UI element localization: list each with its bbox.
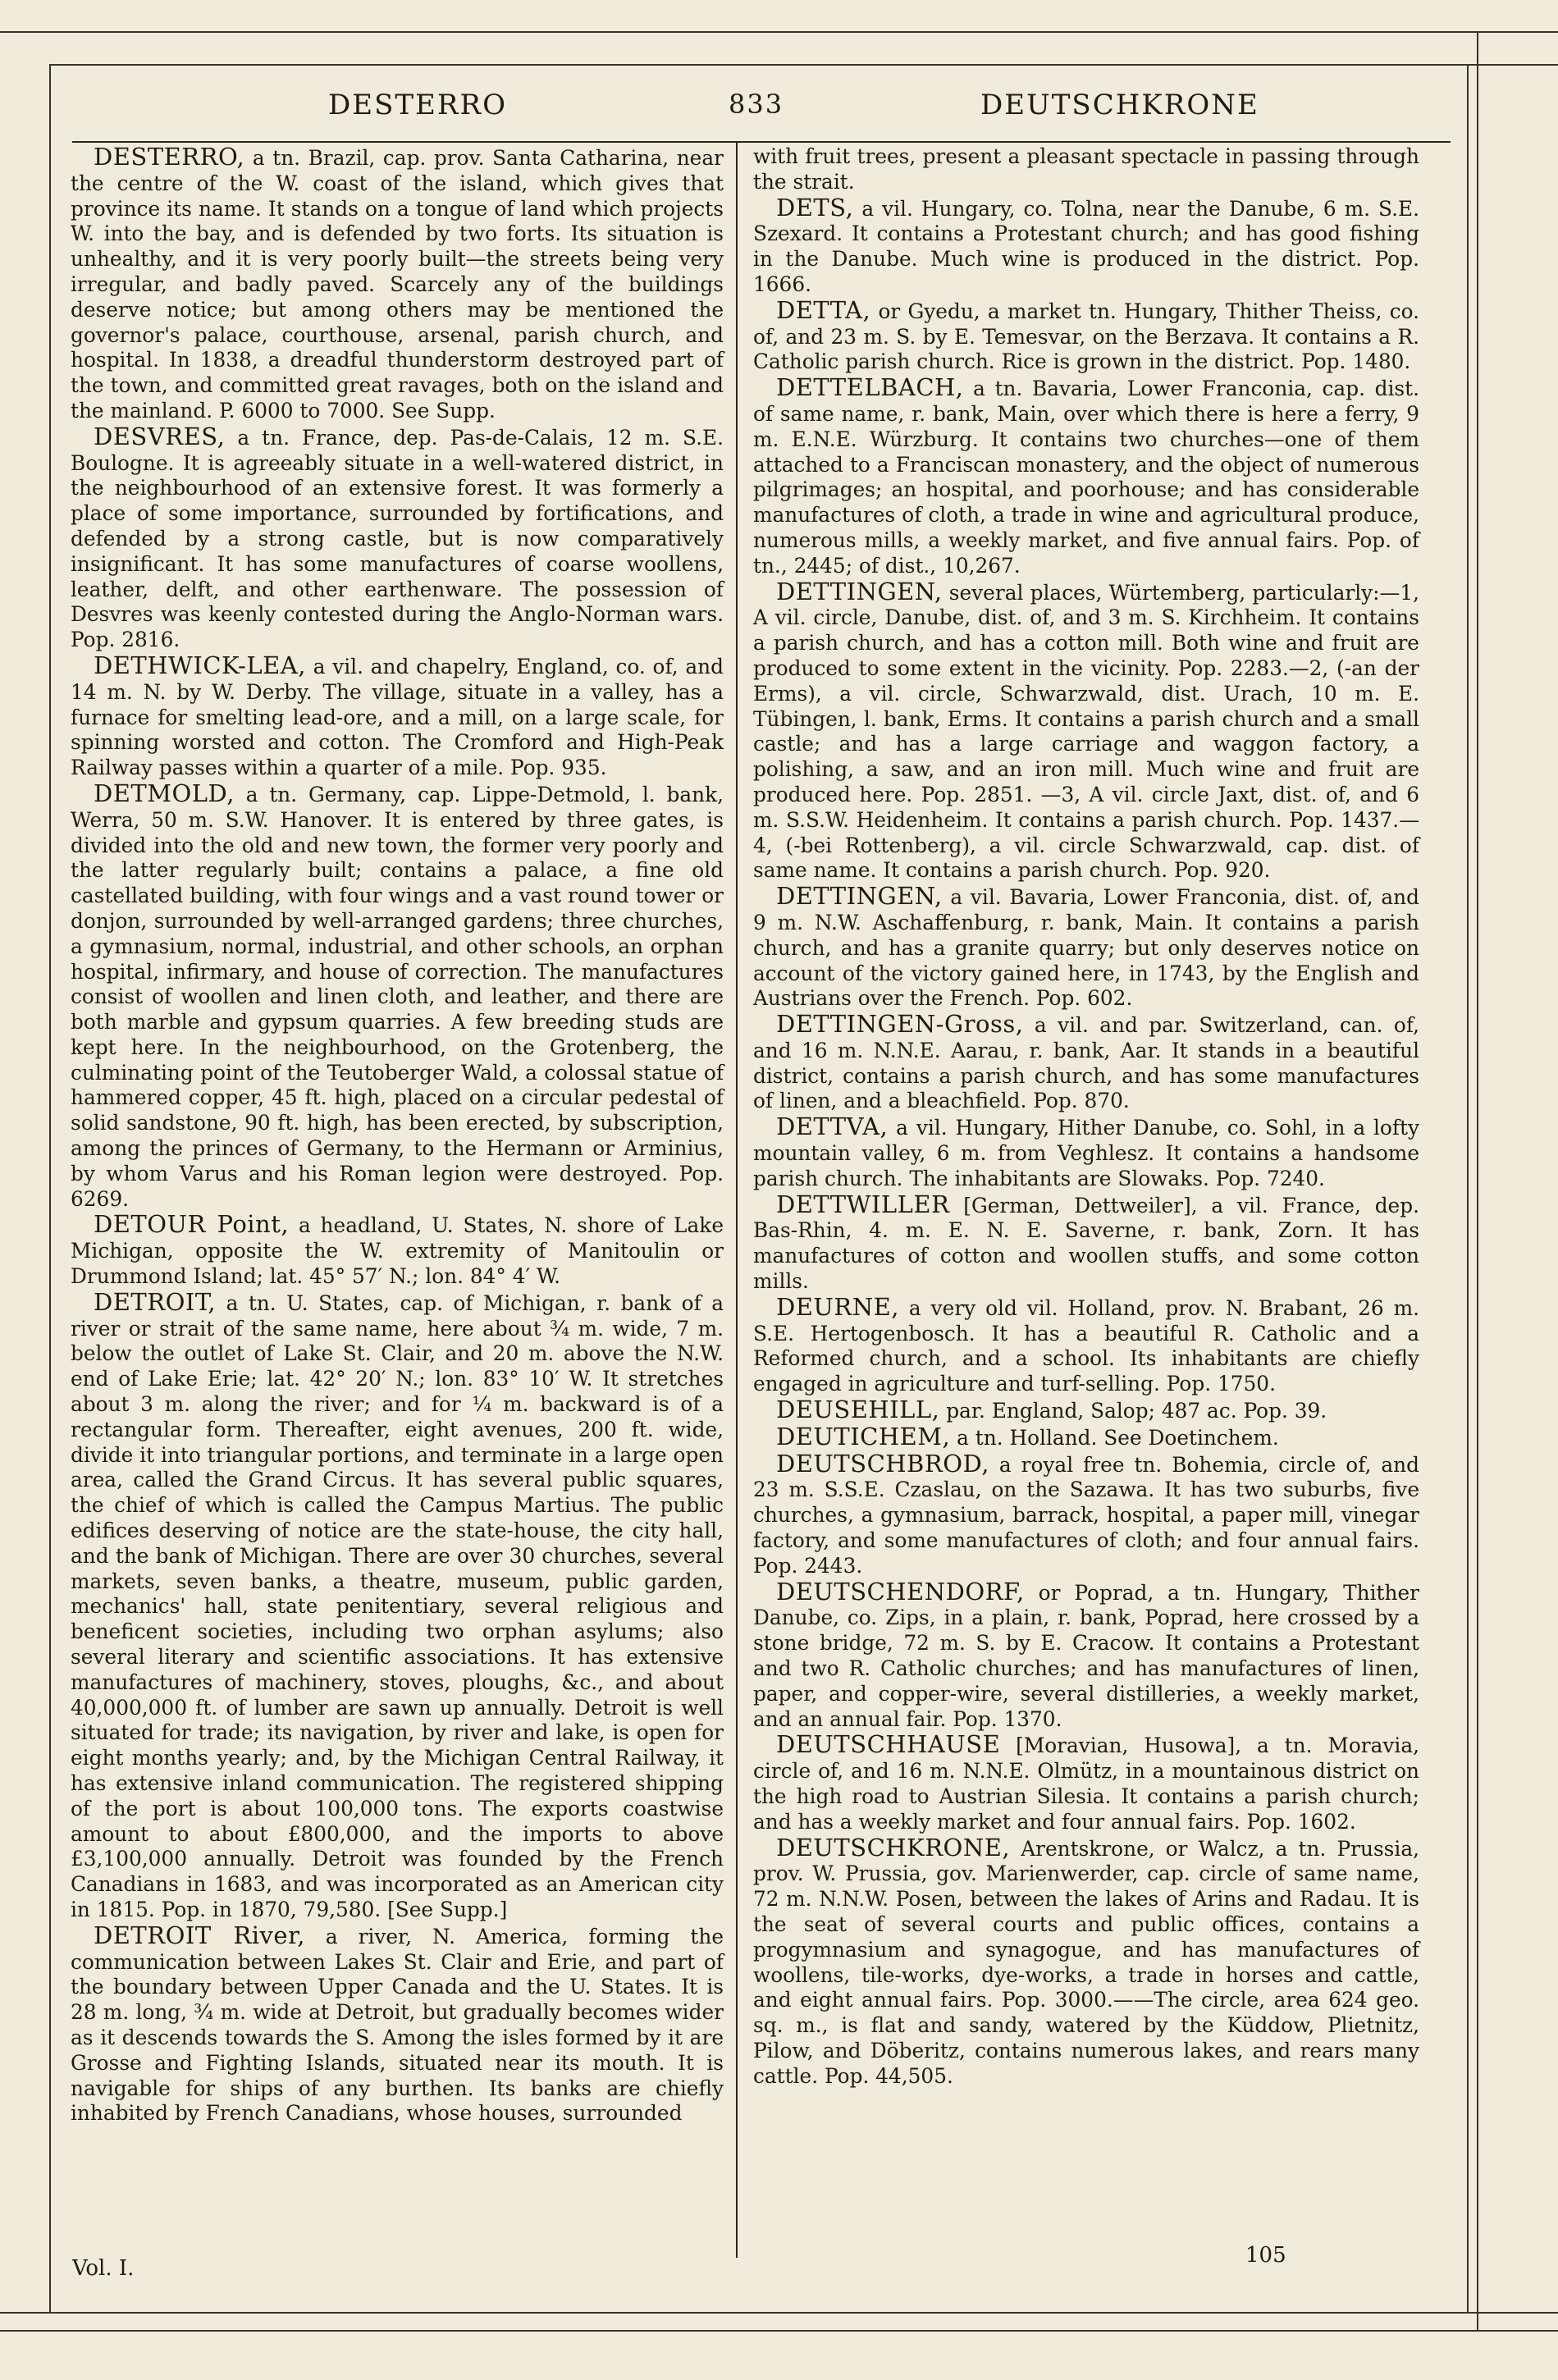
gazetteer-entry [753, 1835, 1419, 2090]
gazetteer-entry [753, 144, 1419, 195]
running-head-right: DEUTSCHKRONE [980, 89, 1259, 121]
entry-text: [Moravian, Husowa], a tn. Moravia, circle of, and 16 m. N.N.E. Olmütz, in a mountainous district on the high road to Austrian Silesia. It contains a parish church; and has a weekly market and four annual fairs. Pop. 1602. [753, 1734, 1419, 1834]
entry-headword: DEUTSCHENDORF, [776, 1577, 1025, 1606]
entry-headword: DEURNE, [776, 1292, 899, 1321]
header-rule [72, 141, 1451, 143]
entry-text: a vil. Hungary, co. Tolna, near the Danube, 6 m. S.E. Szexard. It contains a Protestant church; and has good fishing in the Danube. Much wine is produced in the district. Pop. 1666. [753, 196, 1419, 296]
sheet-signature: 105 [1245, 2243, 1286, 2268]
entry-headword: DETTVA, [776, 1112, 889, 1141]
entry-text: a vil. and chapelry, England, co. of, and 14 m. N. by W. Derby. The village, situate in a valley, has a furnace for smelting lead-ore, and a mill, on a large scale, for spinning worsted and cotton. The Cromford and High-Peak Railway passes within a quarter of a mile. Pop. 935. [71, 654, 724, 780]
entry-headword: DESVRES, [94, 422, 226, 450]
entry-headword: DETTELBACH, [776, 373, 964, 402]
page-number: 833 [729, 89, 784, 120]
entry-text: or Gyedu, a market tn. Hungary, Thither Theiss, co. of, and 23 m. S. by E. Temesvar, on the Berzava. It contains a R. Catholic parish church. Rice is grown in the district. Pop. 1480. [753, 299, 1419, 374]
gazetteer-entry [71, 653, 724, 781]
gazetteer-entry [753, 1732, 1419, 1834]
gazetteer-entry [753, 1292, 1419, 1397]
gazetteer-entry [753, 1424, 1419, 1451]
entry-text: a royal free tn. Bohemia, circle of, and 23 m. S.S.E. Czaslau, on the Sazawa. It has two suburbs, five churches, a gymnasium, barrack, hospital, a paper mill, vinegar factory, and some manufactures of cloth; and four annual fairs. Pop. 2443. [753, 1452, 1419, 1578]
gazetteer-entry [753, 1192, 1419, 1295]
entry-headword: DETTINGEN-Gross, [776, 1010, 1024, 1039]
gazetteer-entry [71, 424, 724, 653]
entry-headword: DETTINGEN, [776, 882, 943, 911]
entry-headword: DEUSEHILL, [776, 1396, 940, 1424]
entry-text: a river, N. America, forming the communication between Lakes St. Clair and Erie, and part of the boundary between Upper Canada and the U. States. It is 28 m. long, ¾ m. wide at Detroit, but gradually becomes wider as it descends towards the S. Among the isles formed by it are Grosse and Fighting Islands, situated near its mouth. It is navigable for ships of any burthen. Its banks are chiefly inhabited by French Canadians, whose houses, surrounded [71, 1924, 724, 2126]
entry-text: a tn. Holland. See Doetinchem. [950, 1425, 1279, 1450]
gazetteer-entry [71, 1212, 724, 1289]
gazetteer-entry [71, 781, 724, 1213]
entry-headword: DEUTSCHBROD, [776, 1449, 989, 1478]
left-column [71, 144, 724, 2126]
column-divider [736, 141, 738, 2258]
page-border-outer-bottom [0, 2330, 1558, 2332]
entry-text: a tn. Germany, cap. Lippe-Detmold, l. bank, Werra, 50 m. S.W. Hanover. It is entered by three gates, is divided into the old and new town, the former very poorly and the latter regularly built; contains a palace, a fine old castellated building, with four wings and a vast round tower or donjon, surrounded by well-arranged gardens; three churches, a gymnasium, normal, industrial, and other schools, an orphan hospital, infirmary, and house of correction. The manufactures consist of woollen and linen cloth, and leather, and there are both marble and gypsum quarries. A few breeding studs are kept here. In the neighbourhood, on the Grotenberg, the culminating point of the Teutoberger Wald, a colossal statue of hammered copper, 45 ft. high, placed on a circular pedestal of solid sandstone, 90 ft. high, has been erected, by subscription, among the princes of Germany, to the Hermann or Arminius, by whom Varus and his Roman legion were destroyed. Pop. 6269. [71, 782, 724, 1211]
gazetteer-entry [71, 1923, 724, 2126]
entry-headword: DETOUR Point, [94, 1210, 290, 1239]
page-border-bottom [0, 2312, 1558, 2314]
entry-text: a vil. Bavaria, Lower Franconia, dist. of, and 9 m. N.W. Aschaffenburg, r. bank, Main. It contains a parish church, and has a granite quarry; but only deserves notice on account of the victory gained here, in 1743, by the English and Austrians over the French. Pop. 602. [753, 885, 1419, 1011]
entry-text: par. England, Salop; 487 ac. Pop. 39. [939, 1399, 1327, 1423]
entry-headword: DETTA, [776, 295, 871, 324]
entry-text: with fruit trees, present a pleasant spectacle in passing through the strait. [753, 144, 1419, 194]
gazetteer-entry [753, 195, 1419, 298]
entry-headword: DETHWICK-LEA, [94, 651, 306, 679]
entry-headword: DETMOLD, [94, 779, 235, 807]
gazetteer-entry [753, 1012, 1419, 1114]
entry-text: several places, Würtemberg, particularly:—1, A vil. circle, Danube, dist. of, and 3 m. S. Kirchheim. It contains a parish church, and has a cotton mill. Both wine and fruit are produced to some extent in the vicinity. Pop. 2283.—2, (-an der Erms), a vil. circle, Schwarzwald, dist. Urach, 10 m. E. Tübingen, l. bank, Erms. It contains a parish church and a small castle; and has a large carriage and waggon factory, a polishing, a saw, and an iron mill. Much wine and fruit are produced here. Pop. 2851. —3, A vil. circle Jaxt, dist. of, and 6 m. S.S.W. Heidenheim. It contains a parish church. Pop. 1437.—4, (-bei Rottenberg), a vil. circle Schwarzwald, cap. dist. of same name. It contains a parish church. Pop. 920. [753, 580, 1419, 883]
entry-text: a vil. and par. Switzerland, can. of, and 16 m. N.N.E. Aarau, r. bank, Aar. It stands in a beautiful district, contains a parish church, and has some manufactures of linen, and a bleachfield. Pop. 870. [753, 1013, 1419, 1113]
gazetteer-entry [71, 1287, 724, 1923]
entry-text: a tn. Bavaria, Lower Franconia, cap. dist. of same name, r. bank, Main, over which there is here a ferry, 9 m. E.N.E. Würzburg. It contains two churches—one of them attached to a Franciscan monastery, and the object of numerous pilgrimages; an hospital, and poorhouse; and has considerable manufactures of cloth, a trade in wine and agricultural produce, numerous mills, a weekly market, and five annual fairs. Pop. of tn., 2445; of dist., 10,267. [753, 377, 1419, 578]
running-head-left: DESTERRO [328, 89, 507, 121]
gazetteer-entry [753, 295, 1419, 375]
gazetteer-entry [753, 884, 1419, 1012]
entry-text: [German, Dettweiler], a vil. France, dep. Bas-Rhin, 4. m. E. N. E. Saverne, r. bank, Zorn. It has manufactures of cotton and woollen stuffs, and some cotton mills. [753, 1193, 1419, 1294]
entry-headword: DEUTSCHKRONE, [776, 1833, 1011, 1862]
entry-headword: DEUTSCHHAUSE [776, 1730, 1001, 1759]
entry-headword: DETTWILLER [776, 1190, 950, 1218]
entry-text: or Poprad, a tn. Hungary, Thither Danube, co. Zips, in a plain, r. bank, Poprad, here crossed by a stone bridge, 72 m. S. by E. Cracow. It contains a Protestant and two R. Catholic churches; and has manufactures of linen, paper, and copper-wire, several distilleries, a weekly market, and an annual fair. Pop. 1370. [753, 1580, 1419, 1731]
gazetteer-entry [753, 375, 1419, 578]
gazetteer-entry [753, 1579, 1419, 1733]
gazetteer-entry [71, 144, 724, 424]
right-column [753, 144, 1419, 2090]
gazetteer-entry [753, 1451, 1419, 1579]
entry-text: a tn. Brazil, cap. prov. Santa Catharina, near the centre of the W. coast of the island, which gives that province its name. It stands on a tongue of land which projects W. into the bay, and is defended by two forts. Its situation is unhealthy, and it is very poorly built—the streets being very irregular, and badly paved. Scarcely any of the buildings deserve notice; but among others may be mentioned the governor's palace, courthouse, arsenal, parish church, and hospital. In 1838, a dreadful thunderstorm destroyed part of the town, and committed great ravages, both on the island and the mainland. P. 6000 to 7000. See Supp. [71, 146, 724, 423]
gazetteer-entry [753, 1114, 1419, 1191]
page-border-inner-top [49, 64, 1558, 66]
page-border-right [1467, 64, 1469, 2312]
gazetteer-entry [753, 1397, 1419, 1424]
entry-text: a vil. Hungary, Hither Danube, co. Sohl, in a lofty mountain valley, 6 m. from Veghlesz. It contains a handsome parish church. The inhabitants are Slowaks. Pop. 7240. [753, 1116, 1419, 1190]
entry-text: a very old vil. Holland, prov. N. Brabant, 26 m. S.E. Hertogenbosch. It has a beautiful R. Catholic and a Reformed church, and a school. Its inhabitants are chiefly engaged in agriculture and turf-selling. Pop. 1750. [753, 1295, 1419, 1396]
entry-headword: DETROIT, [94, 1287, 217, 1316]
page-border-top [0, 31, 1558, 33]
entry-headword: DETROIT River, [94, 1921, 305, 1949]
entry-text: a tn. France, dep. Pas-de-Calais, 12 m. S.E. Boulogne. It is agreeably situate in a well-watered district, in the neighbourhood of an extensive forest. It was formerly a place of some importance, surrounded by fortifications, and defended by a strong castle, but is now comparatively insignificant. It has some manufactures of coarse woollens, leather, delft, and other earthenware. The possession of Desvres was keenly contested during the Anglo-Norman wars. Pop. 2816. [71, 425, 724, 652]
entry-headword: DEUTICHEM, [776, 1422, 951, 1450]
gazetteer-entry [753, 579, 1419, 884]
entry-text: Arentskrone, or Walcz, a tn. Prussia, prov. W. Prussia, gov. Marienwerder, cap. circle of same name, 72 m. N.N.W. Posen, between the lakes of Arins and Radau. It is the seat of several courts and public offices, contains a progymnasium and synagogue, and has manufactures of woollens, tile-works, dye-works, a trade in horses and cattle, and eight annual fairs. Pop. 3000.——The circle, area 624 geo. sq. m., is flat and sandy, watered by the Küddow, Plietnitz, Pilow, and Döberitz, contains numerous lakes, and rears many cattle. Pop. 44,505. [753, 1836, 1419, 2088]
entry-headword: DETTINGEN, [776, 577, 943, 605]
page-border-left [49, 64, 51, 2312]
volume-signature: Vol. I. [72, 2256, 135, 2281]
entry-headword: DETS, [776, 193, 854, 222]
entry-text: a tn. U. States, cap. of Michigan, r. bank of a river or strait of the same name, here about ¾ m. wide, 7 m. below the outlet of Lake St. Clair, and 20 m. above the N.W. end of Lake Erie; lat. 42° 20′ N.; lon. 83° 10′ W. It stretches about 3 m. along the river; and for ¼ m. backward is of a rectangular form. Thereafter, eight avenues, 200 ft. wide, divide it into triangular portions, and terminate in a large open area, called the Grand Circus. It has several public squares, the chief of which is called the Campus Martius. The public edifices deserving of notice are the state-house, the city hall, and the bank of Michigan. There are over 30 churches, several markets, seven banks, a theatre, museum, public garden, mechanics' hall, state penitentiary, several religious and beneficent societies, including two orphan asylums; also several literary and scientific associations. It has extensive manufactures of machinery, stoves, ploughs, &c., and about 40,000,000 ft. of lumber are sawn up annually. Detroit is well situated for trade; its navigation, by river and lake, is open for eight months yearly; and, by the Michigan Central Railway, it has extensive inland communication. The registered shipping of the port is about 100,000 tons. The exports coastwise amount to about £800,000, and the imports to above £3,100,000 annually. Detroit was founded by the French Canadians in 1683, and was incorporated as an American city in 1815. Pop. in 1870, 79,580. [See Supp.] [71, 1290, 724, 1921]
entry-headword: DESTERRO, [94, 143, 245, 171]
entry-text: a headland, U. States, N. shore of Lake Michigan, opposite the W. extremity of Manitoulin or Drummond Island; lat. 45° 57′ N.; lon. 84° 4′ W. [71, 1213, 724, 1289]
page-border-outer-right [1477, 33, 1478, 2330]
